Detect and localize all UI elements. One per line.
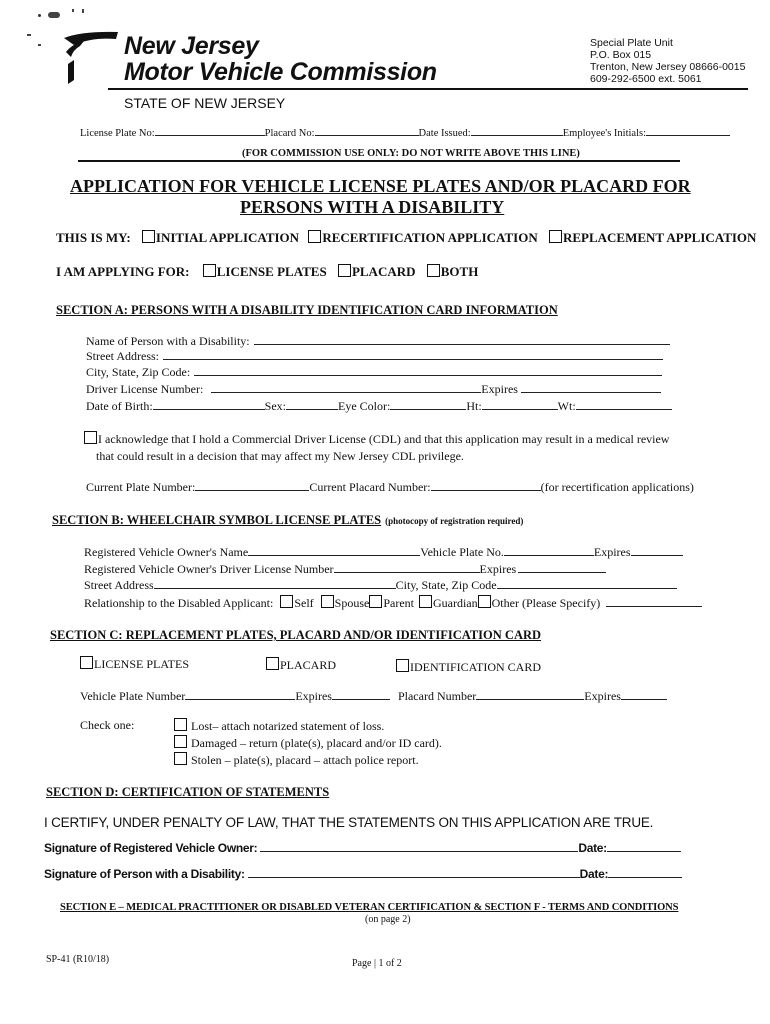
replace-placard-option [266,657,336,673]
section-b-heading: SECTION B: WHEELCHAIR SYMBOL LICENSE PLATES [52,513,382,527]
recert-note: (for recertification applications) [540,480,694,494]
section-c-number-row [80,688,667,704]
sig-owner-date-field[interactable] [607,840,681,852]
eye-color-field[interactable] [390,398,466,410]
replace-id-card-label: IDENTIFICATION CARD [410,660,541,674]
cdl-acknowledge-text: I acknowledge that I hold a Commercial Driver License (CDL) and that this application may result in a medical review [98,432,670,446]
replacement-application-label: REPLACEMENT APPLICATION [562,230,757,245]
replace-expires-field[interactable] [332,688,390,700]
agency-name-line2: Motor Vehicle Commission [124,58,437,86]
unit-line: P.O. Box 015 [590,49,652,61]
sig-owner-field[interactable] [260,840,578,852]
street-address-field[interactable] [163,348,663,360]
city-state-zip-field[interactable] [194,364,662,376]
both-checkbox[interactable] [427,264,440,277]
header-rule [108,88,748,90]
reason-stolen-option [174,752,419,768]
sig-owner-date-label: Date: [578,841,607,855]
reason-lost-checkbox[interactable] [174,718,187,731]
height-label: Ht: [466,399,482,413]
height-field[interactable] [482,398,558,410]
guardian-label: Guardian [432,596,478,610]
office-use-rule [78,160,680,162]
sig-person-field[interactable] [248,866,580,878]
certify-statement: I CERTIFY, UNDER PENALTY OF LAW, THAT THE STATEMENTS ON THIS APPLICATION ARE TRUE. [44,815,654,830]
plate-expires-label: Expires [593,545,631,559]
unit-address [590,37,745,85]
owner-city-label: City, State, Zip Code [395,578,497,592]
scan-speck [48,12,60,18]
section-a-dl-row [86,381,661,397]
owner-name-field[interactable] [248,544,420,556]
dl-expires-label: Expires [481,382,518,396]
unit-line: Trenton, New Jersey 08666-0015 [590,61,746,73]
street-address-label: Street Address: [86,349,159,363]
other-label: Other (Please Specify) [491,596,601,610]
current-plate-field[interactable] [195,479,309,491]
owner-dl-expires-field[interactable] [518,561,606,573]
replace-id-card-checkbox[interactable] [396,659,409,672]
owner-street-field[interactable] [154,577,396,589]
check-one-label: Check one: [80,718,135,732]
both-label: BOTH [440,264,479,279]
replace-placard-checkbox[interactable] [266,657,279,670]
owner-dl-field[interactable] [334,561,480,573]
parent-label: Parent [383,596,414,610]
agency-name-line1: New Jersey [124,32,259,60]
person-name-label: Name of Person with a Disability: [86,334,250,348]
form-title-line2: PERSONS WITH A DISABILITY [240,197,505,217]
replace-plates-checkbox[interactable] [80,656,93,669]
replace-plate-number-field[interactable] [185,688,295,700]
section-b-relationship-row [84,595,702,611]
reason-damaged-option [174,735,442,751]
scan-speck [82,9,84,13]
section-a-name-row [86,333,670,349]
section-a-dob-row [86,398,672,414]
owner-street-label: Street Address [84,578,154,592]
scan-speck [27,34,31,36]
section-b-owner-dl-row [84,561,606,577]
replace-plates-option [80,656,189,672]
driver-license-label: Driver License Number: [86,382,204,396]
section-e-f-reference: SECTION E – MEDICAL PRACTITIONER OR DISABLED VETERAN CERTIFICATION & SECTION F - TERMS AND CONDITIONS [60,902,679,913]
license-plates-checkbox[interactable] [203,264,216,277]
replace-id-card-option [396,659,541,675]
section-b-owner-row [84,544,683,560]
form-number: SP-41 (R10/18) [46,954,110,965]
sig-person-date-field[interactable] [608,866,682,878]
cdl-acknowledge-checkbox[interactable] [84,431,97,444]
license-plate-no-field[interactable] [155,124,265,136]
parent-checkbox[interactable] [369,595,382,608]
self-checkbox[interactable] [280,595,293,608]
recertification-application-checkbox[interactable] [308,230,321,243]
reason-lost-option [174,718,384,734]
dl-expires-field[interactable] [521,381,661,393]
current-placard-field[interactable] [431,479,541,491]
on-page-note: (on page 2) [365,914,411,925]
section-b-street-row [84,577,677,593]
owner-city-field[interactable] [497,577,677,589]
this-is-my-label: THIS IS MY: [56,230,131,245]
spouse-label: Spouse [334,596,370,610]
date-issued-label: Date Issued: [418,128,471,139]
weight-field[interactable] [576,398,672,410]
spouse-checkbox[interactable] [321,595,334,608]
vehicle-plate-label: Vehicle Plate No. [420,545,504,559]
sex-label: Sex: [264,399,286,413]
other-checkbox[interactable] [478,595,491,608]
reason-damaged-label: Damaged – return (plate(s), placard and/or ID card). [191,736,442,750]
sig-person-date-label: Date: [579,867,609,881]
scan-speck [38,14,41,17]
eye-color-label: Eye Color: [338,399,391,413]
section-b-heading-row [52,511,523,529]
other-specify-field[interactable] [606,595,702,607]
replace-placard-label: PLACARD [280,658,337,672]
section-c-heading: SECTION C: REPLACEMENT PLATES, PLACARD AND/OR IDENTIFICATION CARD [50,628,542,642]
current-plate-label: Current Plate Number: [86,480,196,494]
replace-placard-number-label: Placard Number [397,689,477,703]
replace-plates-label: LICENSE PLATES [94,657,190,671]
office-use-fields [80,124,730,139]
self-label: Self [294,596,314,610]
replace-placard-expires-label: Expires [584,689,621,703]
scan-speck [72,9,74,12]
sig-owner-label: Signature of Registered Vehicle Owner: [44,841,258,855]
section-b-note: (photocopy of registration required) [385,516,524,526]
weight-label: Wt: [557,399,576,413]
section-a-heading: SECTION A: PERSONS WITH A DISABILITY IDENTIFICATION CARD INFORMATION [56,303,558,317]
owner-dl-label: Registered Vehicle Owner's Driver License Number [84,562,334,576]
current-placard-label: Current Placard Number: [309,480,431,494]
sex-field[interactable] [286,398,338,410]
plate-expires-field[interactable] [631,544,683,556]
form-title-line1: APPLICATION FOR VEHICLE LICENSE PLATES AND/OR PLACARD FOR [70,176,691,196]
employee-initials-field[interactable] [646,124,730,136]
initial-application-label: INITIAL APPLICATION [155,230,300,245]
unit-line: Special Plate Unit [590,37,673,49]
unit-line: 609-292-6500 ext. 5061 [590,73,702,85]
placard-checkbox[interactable] [338,264,351,277]
city-state-zip-label: City, State, Zip Code: [86,365,191,379]
mvc-logo-icon [62,30,120,86]
license-plates-label: LICENSE PLATES [216,264,327,279]
person-name-field[interactable] [254,333,670,345]
reason-damaged-checkbox[interactable] [174,735,187,748]
sig-owner-row [44,840,681,855]
placard-label: PLACARD [351,264,416,279]
state-label: STATE OF NEW JERSEY [124,95,286,111]
owner-name-label: Registered Vehicle Owner's Name [84,545,249,559]
section-a-street-row [86,348,663,364]
license-plate-no-label: License Plate No: [80,128,155,139]
owner-dl-expires-label: Expires [479,562,517,576]
section-a-city-row [86,364,662,380]
applying-for-row [56,264,478,280]
placard-no-label: Placard No: [264,128,315,139]
scan-speck [38,44,41,46]
date-issued-field[interactable] [471,124,563,136]
replace-plate-number-label: Vehicle Plate Number [80,689,186,703]
initial-application-checkbox[interactable] [142,230,155,243]
application-type-row [56,230,756,246]
sig-person-label: Signature of Person with a Disability: [44,867,245,881]
office-use-note: (FOR COMMISSION USE ONLY: DO NOT WRITE ABOVE THIS LINE) [242,148,580,159]
section-d-heading: SECTION D: CERTIFICATION OF STATEMENTS [46,785,330,799]
placard-no-field[interactable] [315,124,419,136]
cdl-acknowledge-row [84,431,669,447]
applying-for-label: I AM APPLYING FOR: [56,264,190,279]
reason-lost-label: Lost– attach notarized statement of loss. [191,719,385,733]
current-plate-row [86,479,694,495]
reason-stolen-checkbox[interactable] [174,752,187,765]
relationship-label: Relationship to the Disabled Applicant: [84,596,274,610]
driver-license-field[interactable] [211,381,481,393]
replacement-application-checkbox[interactable] [549,230,562,243]
employee-initials-label: Employee's Initials: [562,128,646,139]
replace-expires-label: Expires [295,689,332,703]
dob-label: Date of Birth: [86,399,153,413]
reason-stolen-label: Stolen – plate(s), placard – attach police report. [191,753,419,767]
guardian-checkbox[interactable] [419,595,432,608]
replace-placard-number-field[interactable] [476,688,584,700]
page-number: Page | 1 of 2 [352,958,402,969]
replace-placard-expires-field[interactable] [621,688,667,700]
recertification-application-label: RECERTIFICATION APPLICATION [322,230,538,245]
sig-person-row [44,866,682,881]
dob-field[interactable] [153,398,265,410]
cdl-acknowledge-line2: that could result in a decision that may affect my New Jersey CDL privilege. [96,449,464,463]
vehicle-plate-field[interactable] [504,544,594,556]
